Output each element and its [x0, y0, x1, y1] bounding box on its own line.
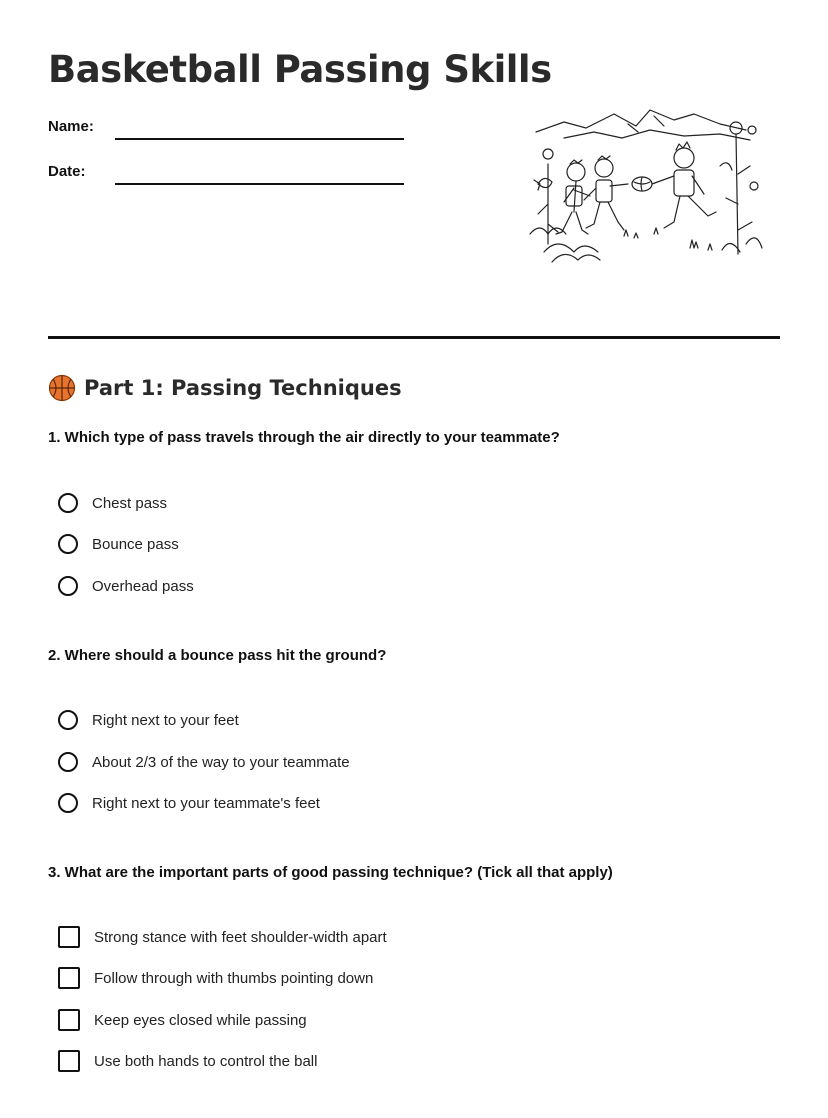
option-label: About 2/3 of the way to your teammate [92, 753, 350, 771]
radio-button[interactable] [58, 752, 78, 772]
option-label: Overhead pass [92, 577, 194, 595]
q3-option-1[interactable] [58, 925, 387, 949]
q1-option-2[interactable] [58, 532, 179, 556]
date-field[interactable] [115, 183, 404, 185]
option-label: Bounce pass [92, 535, 179, 553]
option-label: Chest pass [92, 494, 168, 512]
checkbox[interactable] [58, 1009, 80, 1031]
option-label: Use both hands to control the ball [94, 1052, 318, 1070]
date-label: Date: [48, 163, 86, 180]
checkbox[interactable] [58, 1050, 80, 1072]
q1-option-3[interactable] [58, 574, 194, 598]
basketball-icon [48, 374, 76, 402]
q3-option-3[interactable] [58, 1008, 307, 1032]
question-1: 1. Which type of pass travels through the air directly to your teammate? [48, 429, 560, 446]
page-title: Basketball Passing Skills [48, 48, 552, 91]
q2-option-1[interactable] [58, 708, 239, 732]
children-playing-illustration [524, 104, 764, 276]
checkbox[interactable] [58, 926, 80, 948]
section-divider [48, 336, 780, 339]
radio-button[interactable] [58, 576, 78, 596]
radio-button[interactable] [58, 534, 78, 554]
checkbox[interactable] [58, 967, 80, 989]
section-title: Part 1: Passing Techniques [84, 376, 402, 400]
option-label: Right next to your teammate's feet [92, 794, 320, 812]
radio-button[interactable] [58, 710, 78, 730]
option-label: Follow through with thumbs pointing down [94, 969, 374, 987]
question-3: 3. What are the important parts of good passing technique? (Tick all that apply) [48, 864, 613, 881]
q2-option-2[interactable] [58, 750, 350, 774]
name-label: Name: [48, 118, 94, 135]
option-label: Strong stance with feet shoulder-width apart [94, 928, 387, 946]
section-heading [48, 374, 402, 402]
q2-option-3[interactable] [58, 791, 320, 815]
option-label: Keep eyes closed while passing [94, 1011, 307, 1029]
q3-option-4[interactable] [58, 1049, 317, 1073]
radio-button[interactable] [58, 793, 78, 813]
name-field[interactable] [115, 138, 404, 140]
radio-button[interactable] [58, 493, 78, 513]
q3-option-2[interactable] [58, 966, 373, 990]
option-label: Right next to your feet [92, 711, 239, 729]
question-2: 2. Where should a bounce pass hit the ground? [48, 647, 387, 664]
q1-option-1[interactable] [58, 491, 167, 515]
